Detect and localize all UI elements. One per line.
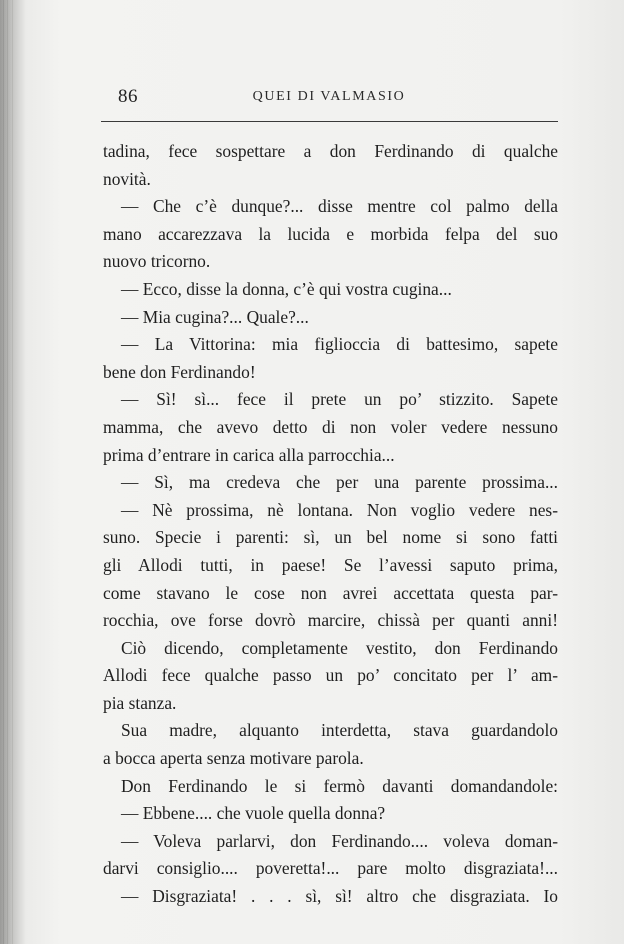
text-line: nuovo tricorno. — [103, 251, 211, 272]
text-line: come stavano le cose non avrei accettata questa par- — [103, 582, 558, 603]
binding-edge-line — [3, 0, 4, 944]
text-line: — Sì, ma credeva che per una parente prossima... — [121, 472, 558, 493]
text-line: — Che c’è dunque?... disse mentre col palmo della — [121, 196, 558, 217]
text-line: — Ebbene.... che vuole quella donna? — [121, 803, 386, 824]
text-line: — Disgraziata! . . . sì, sì! altro che disgraziata. Io — [121, 886, 558, 907]
running-title: QUEI DI VALMASIO — [252, 89, 406, 104]
text-line: — Mia cugina?... Quale?... — [121, 306, 309, 327]
page-header — [100, 86, 558, 108]
binding-edge-line — [12, 0, 13, 944]
text-line: rocchia, ove forse dovrò marcire, chissà per quanti anni! — [103, 610, 558, 631]
text-line: mano accarezzava la lucida e morbida felpa del suo — [103, 223, 558, 244]
text-line: a bocca aperta senza motivare parola. — [103, 748, 364, 769]
text-line: — Ecco, disse la donna, c’è qui vostra cugina... — [121, 278, 452, 299]
binding-edge-line — [7, 0, 8, 944]
text-line: Sua madre, alquanto interdetta, stava guardandolo — [121, 720, 558, 741]
text-line: mamma, che avevo detto di non voler vedere nessuno — [103, 416, 558, 437]
text-line: bene don Ferdinando! — [103, 361, 256, 382]
body-text — [103, 138, 558, 911]
text-line: Don Ferdinando le si fermò davanti domandandole: — [121, 775, 558, 796]
text-line: pia stanza. — [103, 692, 177, 713]
text-line: Ciò dicendo, completamente vestito, don Ferdinando — [121, 637, 558, 658]
text-line: — Nè prossima, nè lontana. Non voglio vedere nes- — [121, 499, 558, 520]
text-line: — Voleva parlarvi, don Ferdinando.... voleva doman- — [121, 830, 558, 851]
page-number: 86 — [118, 86, 138, 107]
text-line: — Sì! sì... fece il prete un po’ stizzito. Sapete — [121, 389, 558, 410]
text-line: novità. — [103, 168, 151, 189]
text-line: tadina, fece sospettare a don Ferdinando di qualche — [103, 141, 558, 161]
text-line: prima d’entrare in carica alla parrocchia... — [103, 444, 395, 465]
text-line: gli Allodi tutti, in paese! Se l’avessi saputo prima, — [103, 554, 558, 575]
text-line: suno. Specie i parenti: sì, un bel nome si sono fatti — [103, 527, 558, 548]
header-rule — [101, 121, 558, 122]
text-line: darvi consiglio.... poveretta!... pare molto disgraziata!... — [103, 858, 558, 879]
text-line: Allodi fece qualche passo un po’ concitato per l’ am- — [103, 665, 558, 686]
text-line: — La Vittorina: mia figlioccia di battesimo, sapete — [121, 334, 558, 355]
